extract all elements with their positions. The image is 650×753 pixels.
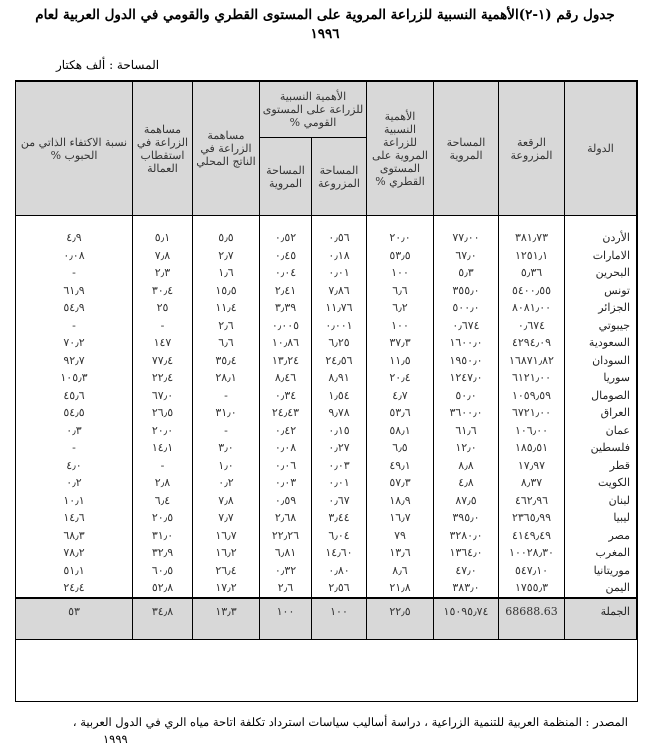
table-row: [15, 544, 636, 562]
header-pan-arab-group: الأهمية النسبية للزراعة على المستوى القومي %: [259, 82, 366, 138]
table-row: [15, 509, 636, 527]
cell-pan_irr: ٠٫٥٢: [259, 216, 311, 247]
cell-grain: ٠٫٢: [15, 474, 132, 492]
cell-grain: -: [15, 264, 132, 282]
table-row: [15, 422, 636, 440]
cell-gdp: ١٫٦: [192, 264, 259, 282]
cell-gdp: ٦٫٦: [192, 334, 259, 352]
cell-country: الأردن: [565, 216, 637, 247]
cell-labor: ٢٢٫٤: [132, 369, 192, 387]
cell-irrigated: ٨٧٫٥: [434, 492, 499, 510]
table-row: [15, 369, 636, 387]
table-row: [15, 264, 636, 282]
cell-pan_cult: ٠٫٠١: [312, 264, 367, 282]
cell-gdp: ١٫٠: [192, 457, 259, 475]
cell-labor: -: [132, 317, 192, 335]
cell-country: السعودية: [565, 334, 637, 352]
cell-irrigated: ٣٢٨٠٫٠: [434, 527, 499, 545]
cell-irrigated: ٥٫٣: [434, 264, 499, 282]
cell-pan_cult: ١٫٥٤: [312, 387, 367, 405]
cell-national: ٥٣٫٥: [367, 247, 434, 265]
cell-national: ١٣٫٦: [367, 544, 434, 562]
cell-labor: ١٤٧: [132, 334, 192, 352]
cell-labor: ٥٫١: [132, 216, 192, 247]
cell-grain: ٠٫٠٨: [15, 247, 132, 265]
cell-cultivated: ٦٧٢١٫٠٠: [499, 404, 565, 422]
cell-irrigated: ٥٠٠٫٠: [434, 299, 499, 317]
cell-pan_cult: ٠٫٠٣: [312, 457, 367, 475]
cell-cultivated: ١٧٫٩٧: [499, 457, 565, 475]
cell-pan_irr: ٢٢٫٢٦: [259, 527, 311, 545]
cell-grain: ٥١٫١: [15, 562, 132, 580]
cell-gdp: ١١٫٤: [192, 299, 259, 317]
cell-cultivated: ١٢٥١٫١: [499, 247, 565, 265]
cell-cultivated: ٨٠٨١٫٠٠: [499, 299, 565, 317]
cell-irrigated: ١٢٤٧٫٠: [434, 369, 499, 387]
data-table-frame: [15, 80, 638, 702]
cell-irrigated: ٠٫٦٧٤: [434, 317, 499, 335]
unit-note: المساحة : ألف هكتار: [56, 58, 160, 72]
cell-irrigated: ١٢٫٠: [434, 439, 499, 457]
cell-national: ٣٧٫٣: [367, 334, 434, 352]
cell-pan_cult: ٠٫٦٧: [312, 492, 367, 510]
cell-pan_irr: ٢٫٦: [259, 579, 311, 598]
cell-labor: ٣٢٫٩: [132, 544, 192, 562]
cell-labor: ٢٦٫٥: [132, 404, 192, 422]
table-row: [15, 579, 636, 598]
table-row: [15, 216, 636, 247]
cell-grain: ٥٤٫٩: [15, 299, 132, 317]
cell-country: الجزائر: [565, 299, 637, 317]
cell-labor: ٧٧٫٤: [132, 352, 192, 370]
cell-cultivated: ٥٤٠٠٫٥٥: [499, 282, 565, 300]
title-line-2: ١٩٩٦: [310, 26, 340, 42]
table-row: [15, 457, 636, 475]
cell-national: ٢٠٫٤: [367, 369, 434, 387]
header-irrigated: المساحة المروية: [434, 82, 499, 216]
table-row: [15, 474, 636, 492]
cell-pan_irr: ٠٫٤٥: [259, 247, 311, 265]
cell-irrigated: ٦٧٫٠: [434, 247, 499, 265]
cell-national: ١٦٫٧: [367, 509, 434, 527]
cell-gdp: ٢٦٫٤: [192, 562, 259, 580]
cell-cultivated: ١٠٠٢٨٫٣٠: [499, 544, 565, 562]
cell-labor: ٢٫٨: [132, 474, 192, 492]
cell-country: المغرب: [565, 544, 637, 562]
cell-irrigated: ٨٫٨: [434, 457, 499, 475]
table-body: [15, 216, 636, 640]
cell-country: السودان: [565, 352, 637, 370]
cell-grain: ١٠٫١: [15, 492, 132, 510]
cell-country: فلسطين: [565, 439, 637, 457]
cell-pan_irr: ٢٤٫٤٣: [259, 404, 311, 422]
cell-pan_irr: ٠٫٤٢: [259, 422, 311, 440]
cell-cultivated: ٤٢٩٤٫٠٩: [499, 334, 565, 352]
total-pan_cult: ١٠٠: [312, 598, 367, 640]
header-pan-cultivated: المساحة المزروعة: [312, 138, 367, 216]
cell-pan_cult: ٠٫٥٦: [312, 216, 367, 247]
header-cultivated: الرقعة المزروعة: [499, 82, 565, 216]
header-grain-self-sufficiency: نسبة الاكتفاء الذاتي من الحبوب %: [15, 82, 132, 216]
cell-gdp: ٢٨٫١: [192, 369, 259, 387]
cell-national: ٥٣٫٦: [367, 404, 434, 422]
cell-pan_irr: ٠٫٣٤: [259, 387, 311, 405]
cell-gdp: ١٥٫٥: [192, 282, 259, 300]
cell-national: ٧٩: [367, 527, 434, 545]
cell-labor: -: [132, 457, 192, 475]
table-row: [15, 247, 636, 265]
cell-labor: ٣١٫٠: [132, 527, 192, 545]
cell-country: عمان: [565, 422, 637, 440]
cell-pan_cult: ٦٫٠٤: [312, 527, 367, 545]
cell-irrigated: ٥٠٫٠: [434, 387, 499, 405]
cell-grain: -: [15, 439, 132, 457]
cell-irrigated: ٤٧٫٠: [434, 562, 499, 580]
header-labor-share: مساهمة الزراعة في استقطاب العمالة: [132, 82, 192, 216]
cell-gdp: ٢٫٧: [192, 247, 259, 265]
cell-pan_cult: ٢٫٥٦: [312, 579, 367, 598]
table-row: [15, 334, 636, 352]
cell-irrigated: ٤٫٨: [434, 474, 499, 492]
cell-irrigated: ٣٦٠٠٫٠: [434, 404, 499, 422]
data-table: [15, 81, 637, 640]
cell-pan_cult: ٠٫١٨: [312, 247, 367, 265]
source-text: المصدر : المنظمة العربية للتنمية الزراعية ، دراسة أساليب سياسات استرداد تكلفة اتاحة مياه الري في الدول العربية ،: [72, 715, 628, 729]
total-grain: ٥٣: [15, 598, 132, 640]
cell-pan_irr: ٠٫٠٣: [259, 474, 311, 492]
cell-national: ٢١٫٨: [367, 579, 434, 598]
cell-country: سوريا: [565, 369, 637, 387]
cell-national: ٦٫٥: [367, 439, 434, 457]
cell-national: ١١٫٥: [367, 352, 434, 370]
cell-grain: ٦١٫٩: [15, 282, 132, 300]
cell-gdp: ١٦٫٧: [192, 527, 259, 545]
header-national-share: الأهمية النسبية للزراعة المروية على المستوى القطري %: [367, 82, 434, 216]
cell-national: ٤٩٫١: [367, 457, 434, 475]
table-row: [15, 299, 636, 317]
source-note: [18, 714, 628, 748]
cell-labor: ٢٥: [132, 299, 192, 317]
cell-pan_cult: ٠٫٢٧: [312, 439, 367, 457]
cell-pan_irr: ٦٫٨١: [259, 544, 311, 562]
cell-country: موريتانيا: [565, 562, 637, 580]
cell-country: جيبوتي: [565, 317, 637, 335]
cell-country: تونس: [565, 282, 637, 300]
cell-pan_cult: ٠٫٠٠١: [312, 317, 367, 335]
cell-grain: ٥٤٫٥: [15, 404, 132, 422]
table-row: [15, 562, 636, 580]
cell-irrigated: ١٩٥٠٫٠: [434, 352, 499, 370]
cell-pan_cult: ٦٫٢٥: [312, 334, 367, 352]
cell-country: البحرين: [565, 264, 637, 282]
cell-country: العراق: [565, 404, 637, 422]
cell-grain: ٧٠٫٢: [15, 334, 132, 352]
cell-pan_irr: ٢٫٤١: [259, 282, 311, 300]
header-pan-irrigated: المساحة المروية: [259, 138, 311, 216]
cell-grain: ٢٤٫٤: [15, 579, 132, 598]
cell-cultivated: ٨٫٣٧: [499, 474, 565, 492]
header-gdp-share: مساهمة الزراعة في الناتج المحلي: [192, 82, 259, 216]
cell-pan_cult: ١٤٫٦٠: [312, 544, 367, 562]
cell-pan_cult: ٠٫١٥: [312, 422, 367, 440]
cell-pan_cult: ٧٫٨٦: [312, 282, 367, 300]
cell-pan_irr: ٠٫٥٩: [259, 492, 311, 510]
cell-labor: ٦٠٫٥: [132, 562, 192, 580]
cell-cultivated: ٤٦٢٫٩٦: [499, 492, 565, 510]
cell-gdp: -: [192, 422, 259, 440]
cell-pan_cult: ٠٫٠١: [312, 474, 367, 492]
cell-gdp: ١٧٫٢: [192, 579, 259, 598]
cell-labor: ٣٠٫٤: [132, 282, 192, 300]
source-year: ١٩٩٩: [103, 732, 128, 746]
cell-national: ٢٠٫٠: [367, 216, 434, 247]
cell-pan_irr: ٣٫٣٩: [259, 299, 311, 317]
cell-gdp: ٣٥٫٤: [192, 352, 259, 370]
cell-national: ١٨٫٩: [367, 492, 434, 510]
cell-country: قطر: [565, 457, 637, 475]
cell-pan_irr: ١٠٫٨٦: [259, 334, 311, 352]
cell-grain: ٩٢٫٧: [15, 352, 132, 370]
total-irrigated: ١٥٠٩٥٫٧٤: [434, 598, 499, 640]
cell-grain: ١٠٥٫٣: [15, 369, 132, 387]
cell-irrigated: ١٣٦٤٫٠: [434, 544, 499, 562]
cell-gdp: ٣١٫٠: [192, 404, 259, 422]
cell-pan_irr: ٠٫٠٦: [259, 457, 311, 475]
total-row: [15, 598, 636, 640]
cell-grain: ١٤٫٦: [15, 509, 132, 527]
cell-labor: ٦٧٫٠: [132, 387, 192, 405]
table-title: [10, 6, 640, 44]
cell-irrigated: ٦١٫٦: [434, 422, 499, 440]
cell-cultivated: ٥٤٧٫١٠: [499, 562, 565, 580]
cell-labor: ٦٫٤: [132, 492, 192, 510]
cell-pan_irr: ٢٫٦٨: [259, 509, 311, 527]
cell-gdp: -: [192, 387, 259, 405]
cell-country: الصومال: [565, 387, 637, 405]
cell-cultivated: ٦١٢١٫٠٠: [499, 369, 565, 387]
cell-cultivated: ٥٫٣٦: [499, 264, 565, 282]
cell-irrigated: ١٦٠٠٫٠: [434, 334, 499, 352]
cell-country: لبنان: [565, 492, 637, 510]
cell-pan_irr: ١٣٫٢٤: [259, 352, 311, 370]
cell-pan_irr: ٠٫٠٤: [259, 264, 311, 282]
cell-country: مصر: [565, 527, 637, 545]
cell-pan_cult: ٢٤٫٥٦: [312, 352, 367, 370]
cell-grain: ٤٥٫٦: [15, 387, 132, 405]
cell-national: ٦٫٢: [367, 299, 434, 317]
cell-labor: ٧٫٨: [132, 247, 192, 265]
cell-grain: ٠٫٣: [15, 422, 132, 440]
cell-grain: ٤٫٠: [15, 457, 132, 475]
cell-gdp: ٢٫٦: [192, 317, 259, 335]
cell-cultivated: ١٠٥٩٫٥٩: [499, 387, 565, 405]
cell-pan_cult: ٣٫٤٤: [312, 509, 367, 527]
table-row: [15, 317, 636, 335]
cell-country: ليبيا: [565, 509, 637, 527]
cell-pan_cult: ٠٫٨٠: [312, 562, 367, 580]
cell-country: اليمن: [565, 579, 637, 598]
title-line-1: جدول رقم (١-٢)الأهمية النسبية للزراعة المروية على المستوى القطري والقومي في الدول العربية لعام: [35, 7, 615, 23]
cell-labor: ٥٢٫٨: [132, 579, 192, 598]
cell-national: ٥٧٫٣: [367, 474, 434, 492]
total-gdp: ١٣٫٣: [192, 598, 259, 640]
cell-cultivated: ٤١٤٩٫٤٩: [499, 527, 565, 545]
cell-country: الامارات: [565, 247, 637, 265]
total-pan_irr: ١٠٠: [259, 598, 311, 640]
cell-pan_irr: ٨٫٤٦: [259, 369, 311, 387]
cell-country: الكويت: [565, 474, 637, 492]
cell-national: ٦٫٦: [367, 282, 434, 300]
cell-pan_cult: ١١٫٧٦: [312, 299, 367, 317]
table-row: [15, 404, 636, 422]
cell-labor: ٢٫٣: [132, 264, 192, 282]
cell-national: ١٠٠: [367, 317, 434, 335]
total-labor: ٣٤٫٨: [132, 598, 192, 640]
cell-irrigated: ٧٧٫٠٠: [434, 216, 499, 247]
table-row: [15, 282, 636, 300]
table-row: [15, 352, 636, 370]
cell-pan_cult: ٨٫٩١: [312, 369, 367, 387]
cell-cultivated: ١٨٥٫٥١: [499, 439, 565, 457]
cell-cultivated: ٢٣٦٥٫٩٩: [499, 509, 565, 527]
cell-grain: ٤٫٩: [15, 216, 132, 247]
cell-labor: ٢٠٫٥: [132, 509, 192, 527]
cell-national: ٤٫٧: [367, 387, 434, 405]
cell-gdp: ٠٫٢: [192, 474, 259, 492]
cell-grain: ٦٨٫٣: [15, 527, 132, 545]
cell-pan_irr: ٠٫٠٠٥: [259, 317, 311, 335]
table-row: [15, 527, 636, 545]
cell-national: ٨٫٦: [367, 562, 434, 580]
cell-gdp: ٣٫٠: [192, 439, 259, 457]
cell-gdp: ٧٫٨: [192, 492, 259, 510]
cell-gdp: ٧٫٧: [192, 509, 259, 527]
total-cultivated: 68688.63: [499, 598, 565, 640]
cell-pan_cult: ٩٫٧٨: [312, 404, 367, 422]
cell-grain: -: [15, 317, 132, 335]
table-row: [15, 492, 636, 510]
cell-pan_irr: ٠٫٠٨: [259, 439, 311, 457]
cell-pan_irr: ٠٫٣٢: [259, 562, 311, 580]
cell-cultivated: ٠٫٦٧٤: [499, 317, 565, 335]
cell-cultivated: ١٧٥٥٫٣: [499, 579, 565, 598]
header-country: الدولة: [565, 82, 637, 216]
cell-irrigated: ٣٨٣٫٠: [434, 579, 499, 598]
cell-irrigated: ٣٥٥٫٠: [434, 282, 499, 300]
cell-cultivated: ١٠٦٫٠٠: [499, 422, 565, 440]
cell-cultivated: ٣٨١٫٧٣: [499, 216, 565, 247]
cell-national: ١٠٠: [367, 264, 434, 282]
cell-gdp: ١٦٫٢: [192, 544, 259, 562]
table-row: [15, 387, 636, 405]
total-country: الجملة: [565, 598, 637, 640]
cell-irrigated: ٣٩٥٫٠: [434, 509, 499, 527]
cell-national: ٥٨٫١: [367, 422, 434, 440]
table-row: [15, 439, 636, 457]
cell-cultivated: ١٦٨٧١٫٨٢: [499, 352, 565, 370]
total-national: ٢٢٫٥: [367, 598, 434, 640]
cell-grain: ٧٨٫٢: [15, 544, 132, 562]
cell-gdp: ٥٫٥: [192, 216, 259, 247]
cell-labor: ٢٠٫٠: [132, 422, 192, 440]
cell-labor: ١٤٫١: [132, 439, 192, 457]
